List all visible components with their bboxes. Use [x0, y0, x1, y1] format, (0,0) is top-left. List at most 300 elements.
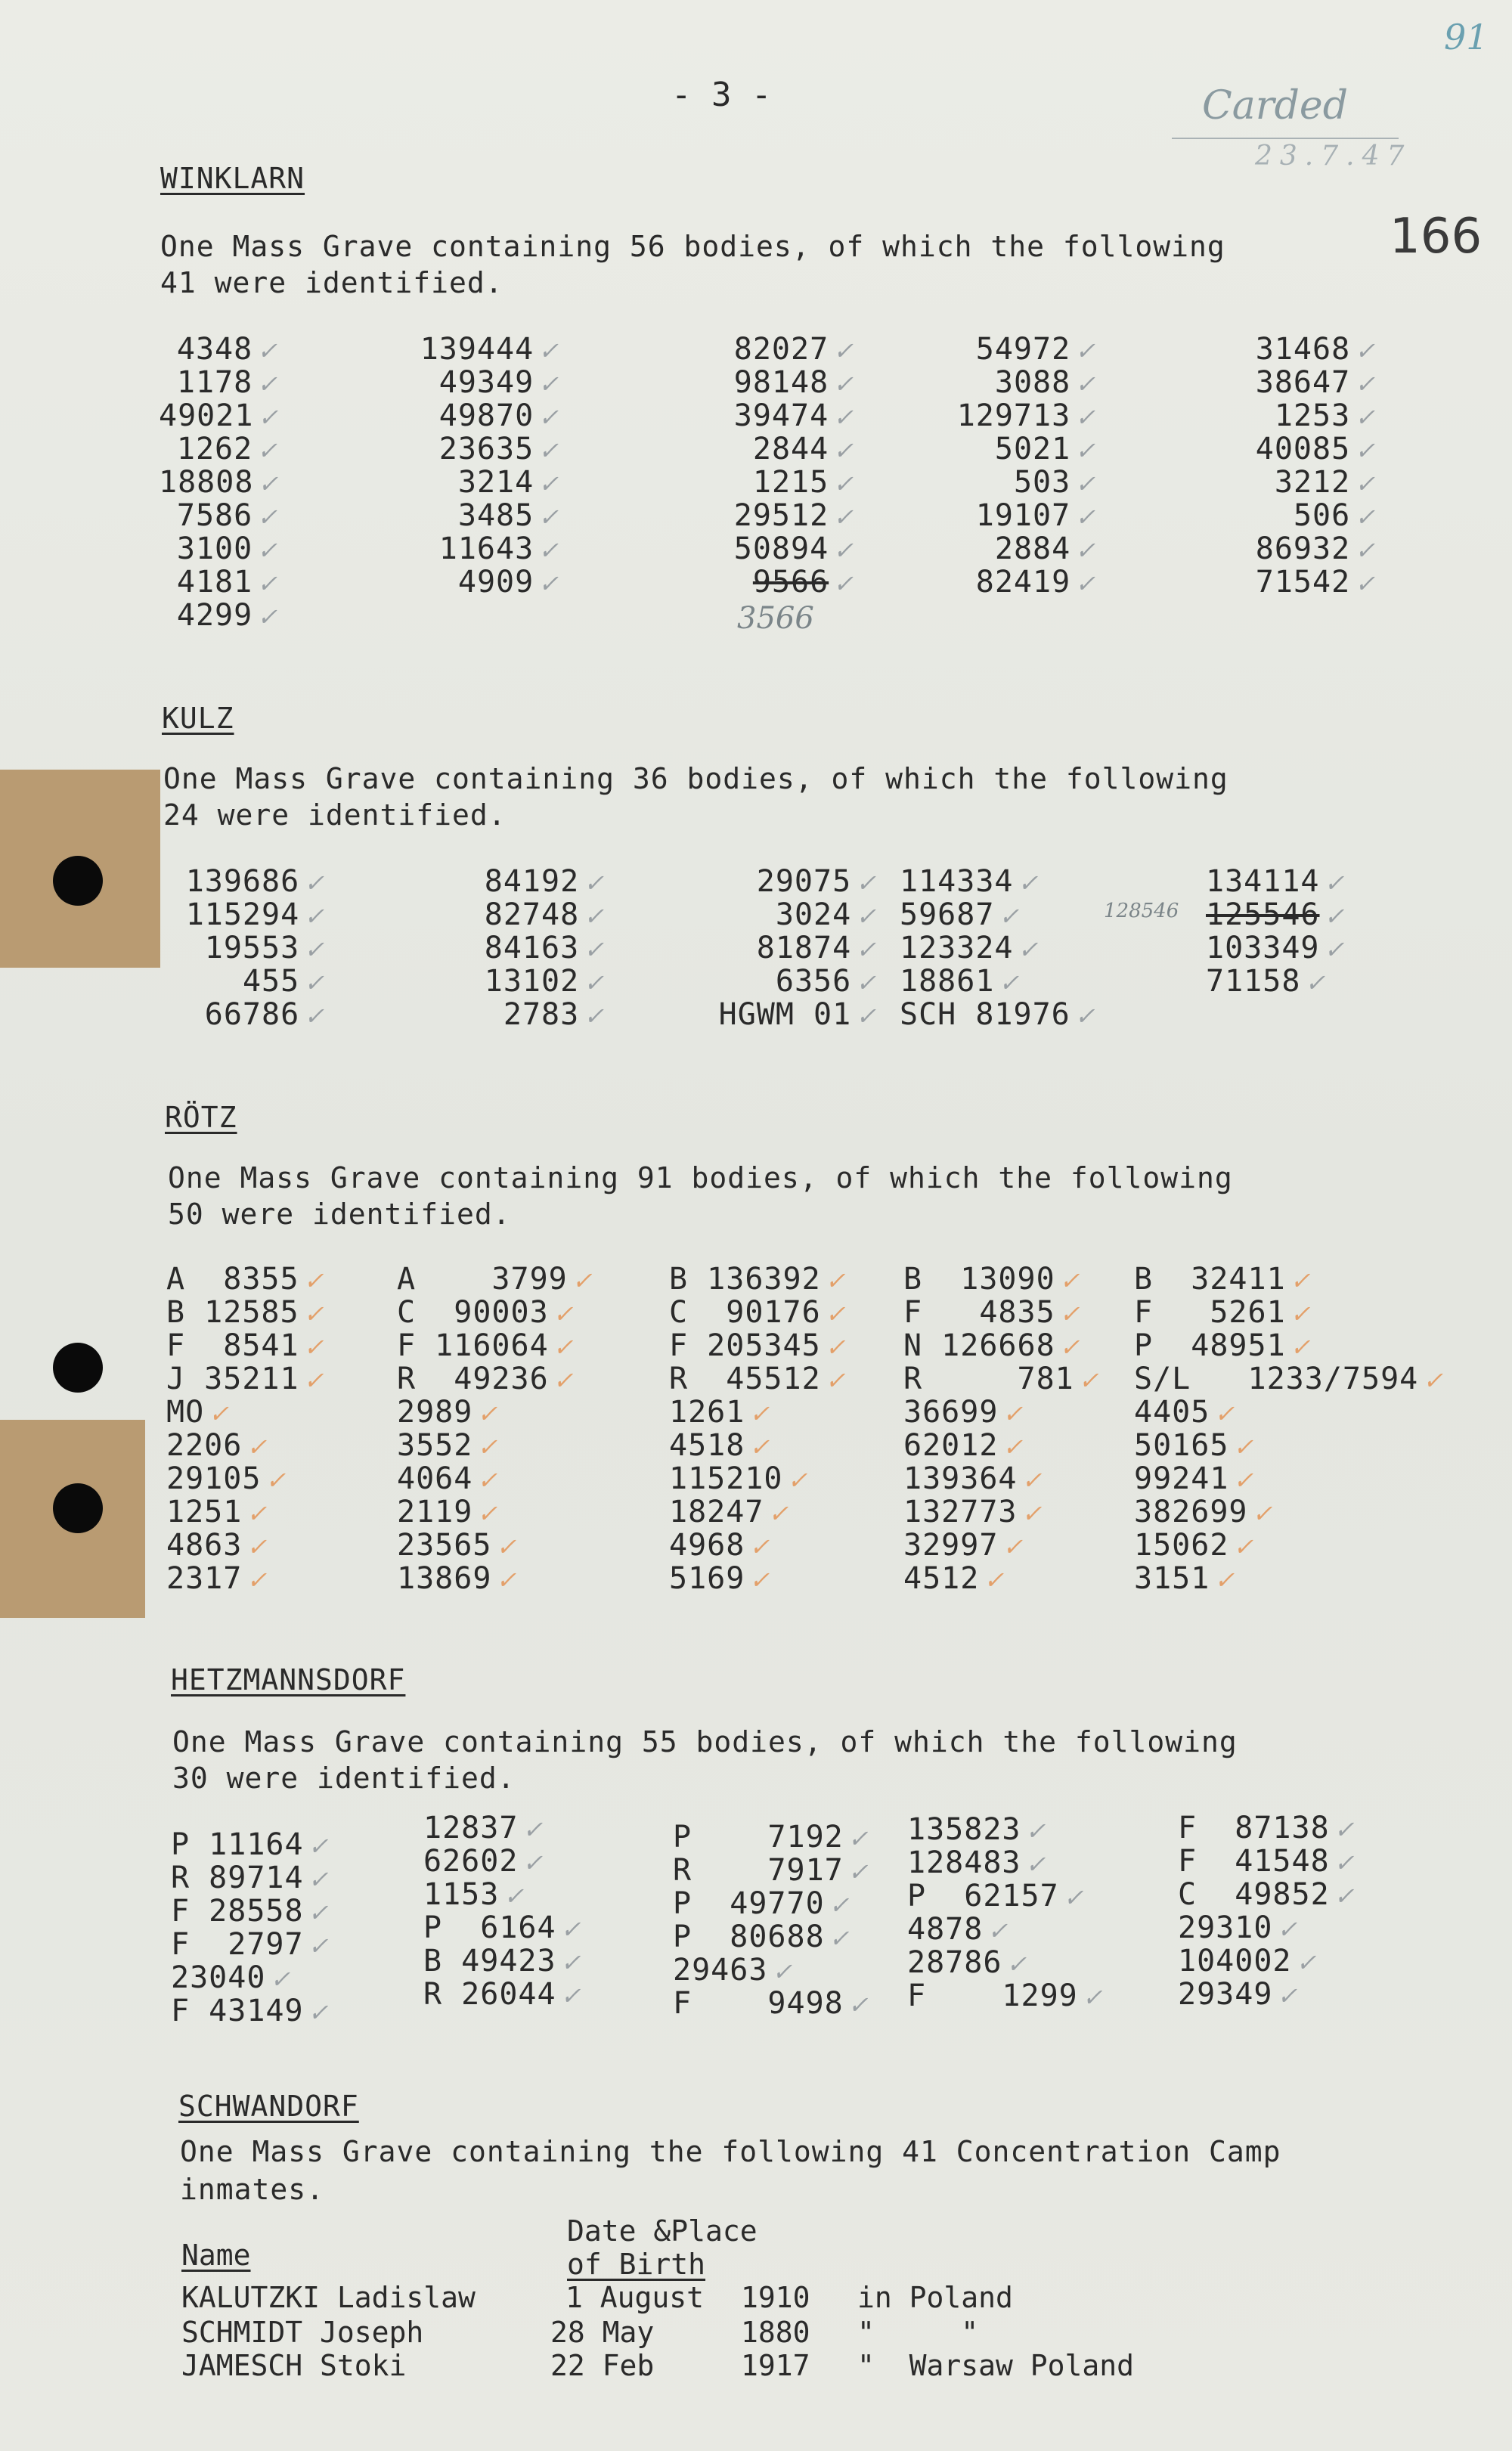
check-mark-icon: ✓	[1296, 1948, 1318, 1977]
id-number: F 116064	[397, 1328, 549, 1363]
check-mark-icon: ✓	[787, 1466, 809, 1495]
rotz-col3-entry	[669, 1495, 903, 1529]
hetzmannsdorf-col2-entry	[423, 1944, 635, 1978]
kulz-column-1	[159, 865, 325, 1031]
check-mark-icon: ✓	[833, 436, 854, 465]
id-number: 4064	[397, 1461, 473, 1496]
check-mark-icon: ✓	[1075, 336, 1096, 365]
rotz-col2-entry	[397, 1296, 624, 1329]
section-heading-winklarn: WINKLARN	[160, 162, 305, 195]
rotz-col1-entry	[166, 1362, 348, 1396]
check-mark-icon: ✓	[257, 603, 278, 631]
id-number: 98148	[733, 365, 829, 400]
check-mark-icon: ✓	[847, 1824, 869, 1853]
rotz-col5-entry	[1134, 1495, 1467, 1529]
rotz-col3-entry	[669, 1263, 903, 1296]
id-number: 4518	[669, 1428, 745, 1463]
hetzmannsdorf-col4-entry	[907, 1879, 1134, 1913]
check-mark-icon: ✓	[1355, 469, 1376, 498]
check-mark-icon: ✓	[246, 1532, 268, 1561]
id-number: 81874	[756, 931, 852, 965]
id-number: F 41548	[1178, 1844, 1330, 1879]
dob-header-line-2: of Birth	[567, 2248, 706, 2281]
id-number: R 781	[903, 1362, 1074, 1396]
id-number: 82419	[975, 565, 1071, 600]
rotz-col4-entry	[903, 1263, 1138, 1296]
id-number: 13869	[397, 1561, 492, 1596]
id-number: 23040	[171, 1960, 266, 1995]
id-number: F 87138	[1178, 1811, 1330, 1845]
folio-number: 91	[1444, 17, 1489, 57]
rotz-col3-entry	[669, 1462, 903, 1495]
id-number: R 26044	[423, 1977, 556, 2012]
check-mark-icon: ✓	[308, 1998, 330, 2027]
check-mark-icon: ✓	[999, 968, 1021, 997]
id-number: 29512	[733, 498, 829, 533]
kulz-col4-entry	[900, 931, 1119, 965]
rotz-col3-entry	[669, 1296, 903, 1329]
check-mark-icon: ✓	[246, 1499, 268, 1528]
person-name: JAMESCH Stoki	[181, 2349, 407, 2382]
hetzmannsdorf-column-3	[673, 1820, 915, 2020]
check-mark-icon: ✓	[522, 1848, 544, 1877]
rotz-col5-entry	[1134, 1296, 1467, 1329]
id-number: 4299	[176, 598, 253, 633]
id-number: 86932	[1255, 531, 1351, 566]
section-heading-kulz: KULZ	[162, 702, 234, 735]
id-number: 32997	[903, 1528, 999, 1563]
kulz-col2-entry	[423, 931, 605, 965]
hetzmannsdorf-column-2	[423, 1811, 635, 2011]
check-mark-icon: ✓	[584, 902, 605, 931]
check-mark-icon: ✓	[1075, 503, 1096, 531]
winklarn-column-3	[688, 333, 854, 599]
winklarn-col4-entry	[930, 565, 1096, 599]
check-mark-icon: ✓	[772, 1957, 794, 1986]
birth-year: 1917	[741, 2349, 810, 2382]
winklarn-col1-entry	[159, 499, 278, 532]
check-mark-icon: ✓	[856, 902, 877, 931]
id-number: 4909	[457, 565, 534, 600]
check-mark-icon: ✓	[1355, 403, 1376, 432]
check-mark-icon: ✓	[833, 569, 854, 598]
id-number: S/L 1233/7594	[1134, 1362, 1419, 1396]
id-number: SCH 81976	[900, 997, 1070, 1032]
check-mark-icon: ✓	[1025, 1817, 1047, 1845]
id-number: 5169	[669, 1561, 745, 1596]
check-mark-icon: ✓	[308, 1898, 330, 1927]
check-mark-icon: ✓	[308, 1832, 330, 1861]
id-number: 2844	[752, 432, 829, 466]
id-number: 506	[1293, 498, 1351, 533]
check-mark-icon: ✓	[304, 902, 325, 931]
id-number: 115294	[185, 897, 300, 932]
kulz-col1-entry	[159, 931, 325, 965]
check-mark-icon: ✓	[257, 436, 278, 465]
id-number: 82027	[733, 332, 829, 367]
hetzmannsdorf-col4-entry	[907, 1946, 1134, 1979]
check-mark-icon: ✓	[257, 536, 278, 565]
id-number: 1253	[1274, 398, 1351, 433]
rotz-col5-entry	[1134, 1263, 1467, 1296]
check-mark-icon: ✓	[1002, 1433, 1024, 1461]
id-number: 1262	[176, 432, 253, 466]
rotz-col4-entry	[903, 1529, 1138, 1562]
id-number: 2884	[994, 531, 1071, 566]
check-mark-icon: ✓	[538, 503, 559, 531]
hetzmannsdorf-col4-entry	[907, 1813, 1134, 1846]
id-number: 19553	[204, 931, 300, 965]
rotz-col3-entry	[669, 1362, 903, 1396]
check-mark-icon: ✓	[503, 1882, 525, 1910]
rotz-col4-entry	[903, 1296, 1138, 1329]
id-number: C 49852	[1178, 1877, 1330, 1912]
check-mark-icon: ✓	[1018, 869, 1040, 897]
id-number: 50894	[733, 531, 829, 566]
id-number: 18247	[669, 1495, 764, 1529]
id-number: 7586	[176, 498, 253, 533]
winklarn-col4-entry	[930, 466, 1096, 499]
check-mark-icon: ✓	[538, 370, 559, 398]
hetzmannsdorf-col4-entry	[907, 1913, 1134, 1946]
kulz-col5-entry	[1206, 898, 1418, 931]
rotz-col4-entry	[903, 1396, 1138, 1429]
kulz-col3-entry	[680, 865, 877, 898]
check-mark-icon: ✓	[856, 1002, 877, 1030]
rotz-col5-entry	[1134, 1429, 1467, 1462]
hetzmannsdorf-col4-entry	[907, 1979, 1134, 2013]
check-mark-icon: ✓	[560, 1982, 582, 2010]
check-mark-icon: ✓	[584, 1002, 605, 1030]
id-number: 38647	[1255, 365, 1351, 400]
id-number: F 8541	[166, 1328, 299, 1363]
id-number: 128483	[907, 1845, 1021, 1880]
id-number: F 43149	[171, 1994, 304, 2028]
check-mark-icon: ✓	[856, 968, 877, 997]
hetzmannsdorf-col2-entry	[423, 1911, 635, 1944]
check-mark-icon: ✓	[833, 503, 854, 531]
id-number: 62602	[423, 1844, 519, 1879]
birth-year: 1910	[741, 2281, 810, 2314]
id-number: 2206	[166, 1428, 243, 1463]
hetzmannsdorf-col3-entry	[673, 1987, 915, 2020]
id-number: R 7917	[673, 1853, 844, 1888]
id-number: 132773	[903, 1495, 1018, 1529]
id-number: 36699	[903, 1395, 999, 1430]
id-number: 31468	[1255, 332, 1351, 367]
check-mark-icon: ✓	[1021, 1499, 1043, 1528]
id-number: 4863	[166, 1528, 243, 1563]
check-mark-icon: ✓	[209, 1399, 230, 1428]
check-mark-icon: ✓	[1277, 1915, 1299, 1944]
hetzmannsdorf-col1-entry	[171, 1861, 367, 1895]
check-mark-icon: ✓	[584, 935, 605, 964]
check-mark-icon: ✓	[1059, 1266, 1081, 1295]
check-mark-icon: ✓	[304, 869, 325, 897]
check-mark-icon: ✓	[1082, 1983, 1104, 2012]
winklarn-col5-entry	[1194, 565, 1376, 599]
id-number: F 4835	[903, 1295, 1055, 1330]
rotz-col5-entry	[1134, 1362, 1467, 1396]
id-number: 28786	[907, 1945, 1002, 1980]
hetzmannsdorf-col5-entry	[1178, 1878, 1420, 1911]
check-mark-icon: ✓	[246, 1433, 268, 1461]
id-number: R 45512	[669, 1362, 821, 1396]
rotz-col2-entry	[397, 1429, 624, 1462]
id-number: F 2797	[171, 1927, 304, 1962]
id-number: B 13090	[903, 1262, 1055, 1297]
winklarn-correction: 3566	[737, 601, 814, 636]
hetzmannsdorf-col2-entry	[423, 1878, 635, 1911]
check-mark-icon: ✓	[1324, 935, 1346, 964]
rotz-col5-entry	[1134, 1529, 1467, 1562]
id-number: F 28558	[171, 1894, 304, 1929]
birth-date: 22 Feb	[550, 2349, 655, 2382]
check-mark-icon: ✓	[1075, 403, 1096, 432]
hetzmannsdorf-col1-entry	[171, 1928, 367, 1961]
winklarn-col5-entry	[1194, 466, 1376, 499]
check-mark-icon: ✓	[257, 336, 278, 365]
name-column-header: Name	[181, 2239, 251, 2272]
winklarn-col3-entry	[688, 432, 854, 466]
id-number: 40085	[1255, 432, 1351, 466]
id-number: B 136392	[669, 1262, 821, 1297]
winklarn-col5-entry	[1194, 366, 1376, 399]
winklarn-col3-entry	[688, 499, 854, 532]
id-number: 3151	[1134, 1561, 1210, 1596]
hetzmannsdorf-col1-entry	[171, 1961, 367, 1994]
check-mark-icon: ✓	[1059, 1333, 1081, 1362]
hetzmannsdorf-col1-entry	[171, 1994, 367, 2028]
winklarn-col2-entry	[408, 432, 559, 466]
winklarn-col2-entry	[408, 466, 559, 499]
check-mark-icon: ✓	[825, 1333, 847, 1362]
check-mark-icon: ✓	[258, 469, 280, 498]
check-mark-icon: ✓	[584, 968, 605, 997]
hetzmannsdorf-col1-entry	[171, 1828, 367, 1861]
check-mark-icon: ✓	[825, 1366, 847, 1395]
id-number: 1178	[176, 365, 253, 400]
id-number: 13102	[484, 964, 580, 999]
id-number: 455	[242, 964, 300, 999]
id-number: 4405	[1134, 1395, 1210, 1430]
id-number: 54972	[975, 332, 1071, 367]
check-mark-icon: ✓	[1074, 1002, 1096, 1030]
hetzmannsdorf-col4-entry	[907, 1846, 1134, 1879]
id-number: A 3799	[397, 1262, 568, 1297]
id-number: 3088	[994, 365, 1071, 400]
check-mark-icon: ✓	[265, 1466, 287, 1495]
birth-place: in Poland	[857, 2281, 1013, 2314]
id-number: 3212	[1274, 465, 1351, 500]
check-mark-icon: ✓	[477, 1499, 499, 1528]
check-mark-icon: ✓	[1018, 935, 1040, 964]
rotz-col4-entry	[903, 1329, 1138, 1362]
rotz-col5-entry	[1134, 1462, 1467, 1495]
kulz-intro-line-1: One Mass Grave containing 36 bodies, of which the following	[163, 762, 1228, 795]
id-number: A 8355	[166, 1262, 299, 1297]
id-number: F 5261	[1134, 1295, 1286, 1330]
kulz-col3-entry	[680, 898, 877, 931]
id-number: 23635	[438, 432, 534, 466]
check-mark-icon: ✓	[538, 403, 559, 432]
kulz-col2-entry	[423, 998, 605, 1031]
rotz-column-4	[903, 1263, 1138, 1595]
id-number: 125546	[1206, 897, 1320, 932]
winklarn-col4-entry	[930, 532, 1096, 565]
id-number: 129713	[956, 398, 1071, 433]
rotz-col2-entry	[397, 1263, 624, 1296]
id-number: 49021	[159, 398, 254, 433]
winklarn-column-5	[1194, 333, 1376, 599]
winklarn-col3-entry	[688, 466, 854, 499]
winklarn-col4-entry	[930, 333, 1096, 366]
id-number: 9566	[752, 565, 829, 600]
id-number: P 49770	[673, 1886, 825, 1921]
page-number: - 3 -	[671, 76, 772, 114]
hetzmannsdorf-col1-entry	[171, 1895, 367, 1928]
kulz-col2-entry	[423, 898, 605, 931]
id-number: 382699	[1134, 1495, 1248, 1529]
hetzmannsdorf-col3-entry	[673, 1820, 915, 1854]
section-heading-rotz: RÖTZ	[165, 1101, 237, 1134]
kulz-col1-entry	[159, 865, 325, 898]
id-number: 82748	[484, 897, 580, 932]
winklarn-col2-entry	[408, 532, 559, 565]
id-number: 2119	[397, 1495, 473, 1529]
winklarn-col1-entry	[159, 333, 278, 366]
check-mark-icon: ✓	[553, 1366, 575, 1395]
check-mark-icon: ✓	[1355, 569, 1376, 598]
rotz-col5-entry	[1134, 1329, 1467, 1362]
check-mark-icon: ✓	[829, 1924, 850, 1953]
carded-underline	[1172, 138, 1399, 139]
hetzmannsdorf-col3-entry	[673, 1854, 915, 1887]
check-mark-icon: ✓	[477, 1399, 499, 1428]
id-number: 12837	[423, 1811, 519, 1845]
hetzmannsdorf-col5-entry	[1178, 1978, 1420, 2011]
winklarn-col3-entry	[688, 399, 854, 432]
winklarn-col4-entry	[930, 366, 1096, 399]
rotz-col2-entry	[397, 1529, 624, 1562]
rotz-col2-entry	[397, 1329, 624, 1362]
rotz-col1-entry	[166, 1329, 348, 1362]
check-mark-icon: ✓	[1290, 1300, 1312, 1328]
id-number: F 205345	[669, 1328, 821, 1363]
id-number: HGWM 01	[718, 997, 852, 1032]
id-number: 15062	[1134, 1528, 1229, 1563]
rotz-intro-line-1: One Mass Grave containing 91 bodies, of which the following	[168, 1161, 1233, 1195]
check-mark-icon: ✓	[833, 469, 854, 498]
check-mark-icon: ✓	[1075, 536, 1096, 565]
rotz-col2-entry	[397, 1462, 624, 1495]
winklarn-col2-entry	[408, 565, 559, 599]
id-number: 84163	[484, 931, 580, 965]
check-mark-icon: ✓	[560, 1915, 582, 1944]
rotz-col3-entry	[669, 1396, 903, 1429]
id-number: P 62157	[907, 1879, 1059, 1913]
check-mark-icon: ✓	[538, 469, 559, 498]
winklarn-intro-line-2: 41 were identified.	[160, 266, 503, 299]
id-number: 49349	[438, 365, 534, 400]
winklarn-col5-entry	[1194, 333, 1376, 366]
check-mark-icon: ✓	[304, 968, 325, 997]
id-number: 135823	[907, 1812, 1021, 1847]
rotz-col2-entry	[397, 1562, 624, 1595]
rotz-col1-entry	[166, 1462, 348, 1495]
check-mark-icon: ✓	[749, 1399, 771, 1428]
winklarn-col3-entry	[688, 565, 854, 599]
kulz-col2-entry	[423, 965, 605, 998]
punch-hole-1	[53, 856, 103, 906]
check-mark-icon: ✓	[749, 1566, 771, 1594]
id-number: 1153	[423, 1877, 500, 1912]
id-number: B 12585	[166, 1295, 299, 1330]
person-name: SCHMIDT Joseph	[181, 2316, 424, 2349]
id-number: 5021	[994, 432, 1071, 466]
id-number: 2989	[397, 1395, 473, 1430]
id-number: F 1299	[907, 1978, 1078, 2013]
check-mark-icon: ✓	[1290, 1333, 1312, 1362]
winklarn-col5-entry	[1194, 432, 1376, 466]
check-mark-icon: ✓	[833, 370, 854, 398]
id-number: C 90176	[669, 1295, 821, 1330]
check-mark-icon: ✓	[825, 1266, 847, 1295]
check-mark-icon: ✓	[1233, 1532, 1255, 1561]
check-mark-icon: ✓	[522, 1815, 544, 1844]
winklarn-col2-entry	[408, 399, 559, 432]
check-mark-icon: ✓	[304, 935, 325, 964]
winklarn-col2-entry	[408, 366, 559, 399]
winklarn-col2-entry	[408, 499, 559, 532]
punch-hole-2	[53, 1343, 103, 1393]
id-number: P 6164	[423, 1910, 556, 1945]
kulz-col5-entry	[1206, 931, 1418, 965]
rotz-col1-entry	[166, 1495, 348, 1529]
check-mark-icon: ✓	[1078, 1366, 1100, 1395]
check-mark-icon: ✓	[538, 436, 559, 465]
id-number: 19107	[975, 498, 1071, 533]
check-mark-icon: ✓	[1021, 1466, 1043, 1495]
id-number: P 11164	[171, 1827, 304, 1862]
id-number: 114334	[900, 864, 1014, 899]
winklarn-col1-entry	[159, 432, 278, 466]
check-mark-icon: ✓	[1059, 1300, 1081, 1328]
id-number: J 35211	[166, 1362, 299, 1396]
id-number: 29105	[166, 1461, 262, 1496]
winklarn-col1-entry	[159, 366, 278, 399]
winklarn-intro-line-1: One Mass Grave containing 56 bodies, of which the following	[160, 230, 1225, 263]
check-mark-icon: ✓	[1214, 1399, 1236, 1428]
check-mark-icon: ✓	[1334, 1815, 1356, 1844]
rotz-col4-entry	[903, 1495, 1138, 1529]
check-mark-icon: ✓	[1002, 1532, 1024, 1561]
hetzmannsdorf-column-5	[1178, 1811, 1420, 2011]
id-number: N 126668	[903, 1328, 1055, 1363]
winklarn-col5-entry	[1194, 399, 1376, 432]
dob-header-line-1: Date &Place	[567, 2214, 758, 2248]
check-mark-icon: ✓	[847, 1858, 869, 1886]
id-number: B 32411	[1134, 1262, 1286, 1297]
kulz-intro-line-2: 24 were identified.	[163, 798, 507, 832]
rotz-col2-entry	[397, 1495, 624, 1529]
birth-year: 1880	[741, 2316, 810, 2349]
kulz-correction: 128546	[1104, 900, 1179, 922]
winklarn-col5-entry	[1194, 499, 1376, 532]
check-mark-icon: ✓	[572, 1266, 593, 1295]
section-heading-hetzmannsdorf: HETZMANNSDORF	[171, 1663, 406, 1696]
check-mark-icon: ✓	[496, 1566, 518, 1594]
